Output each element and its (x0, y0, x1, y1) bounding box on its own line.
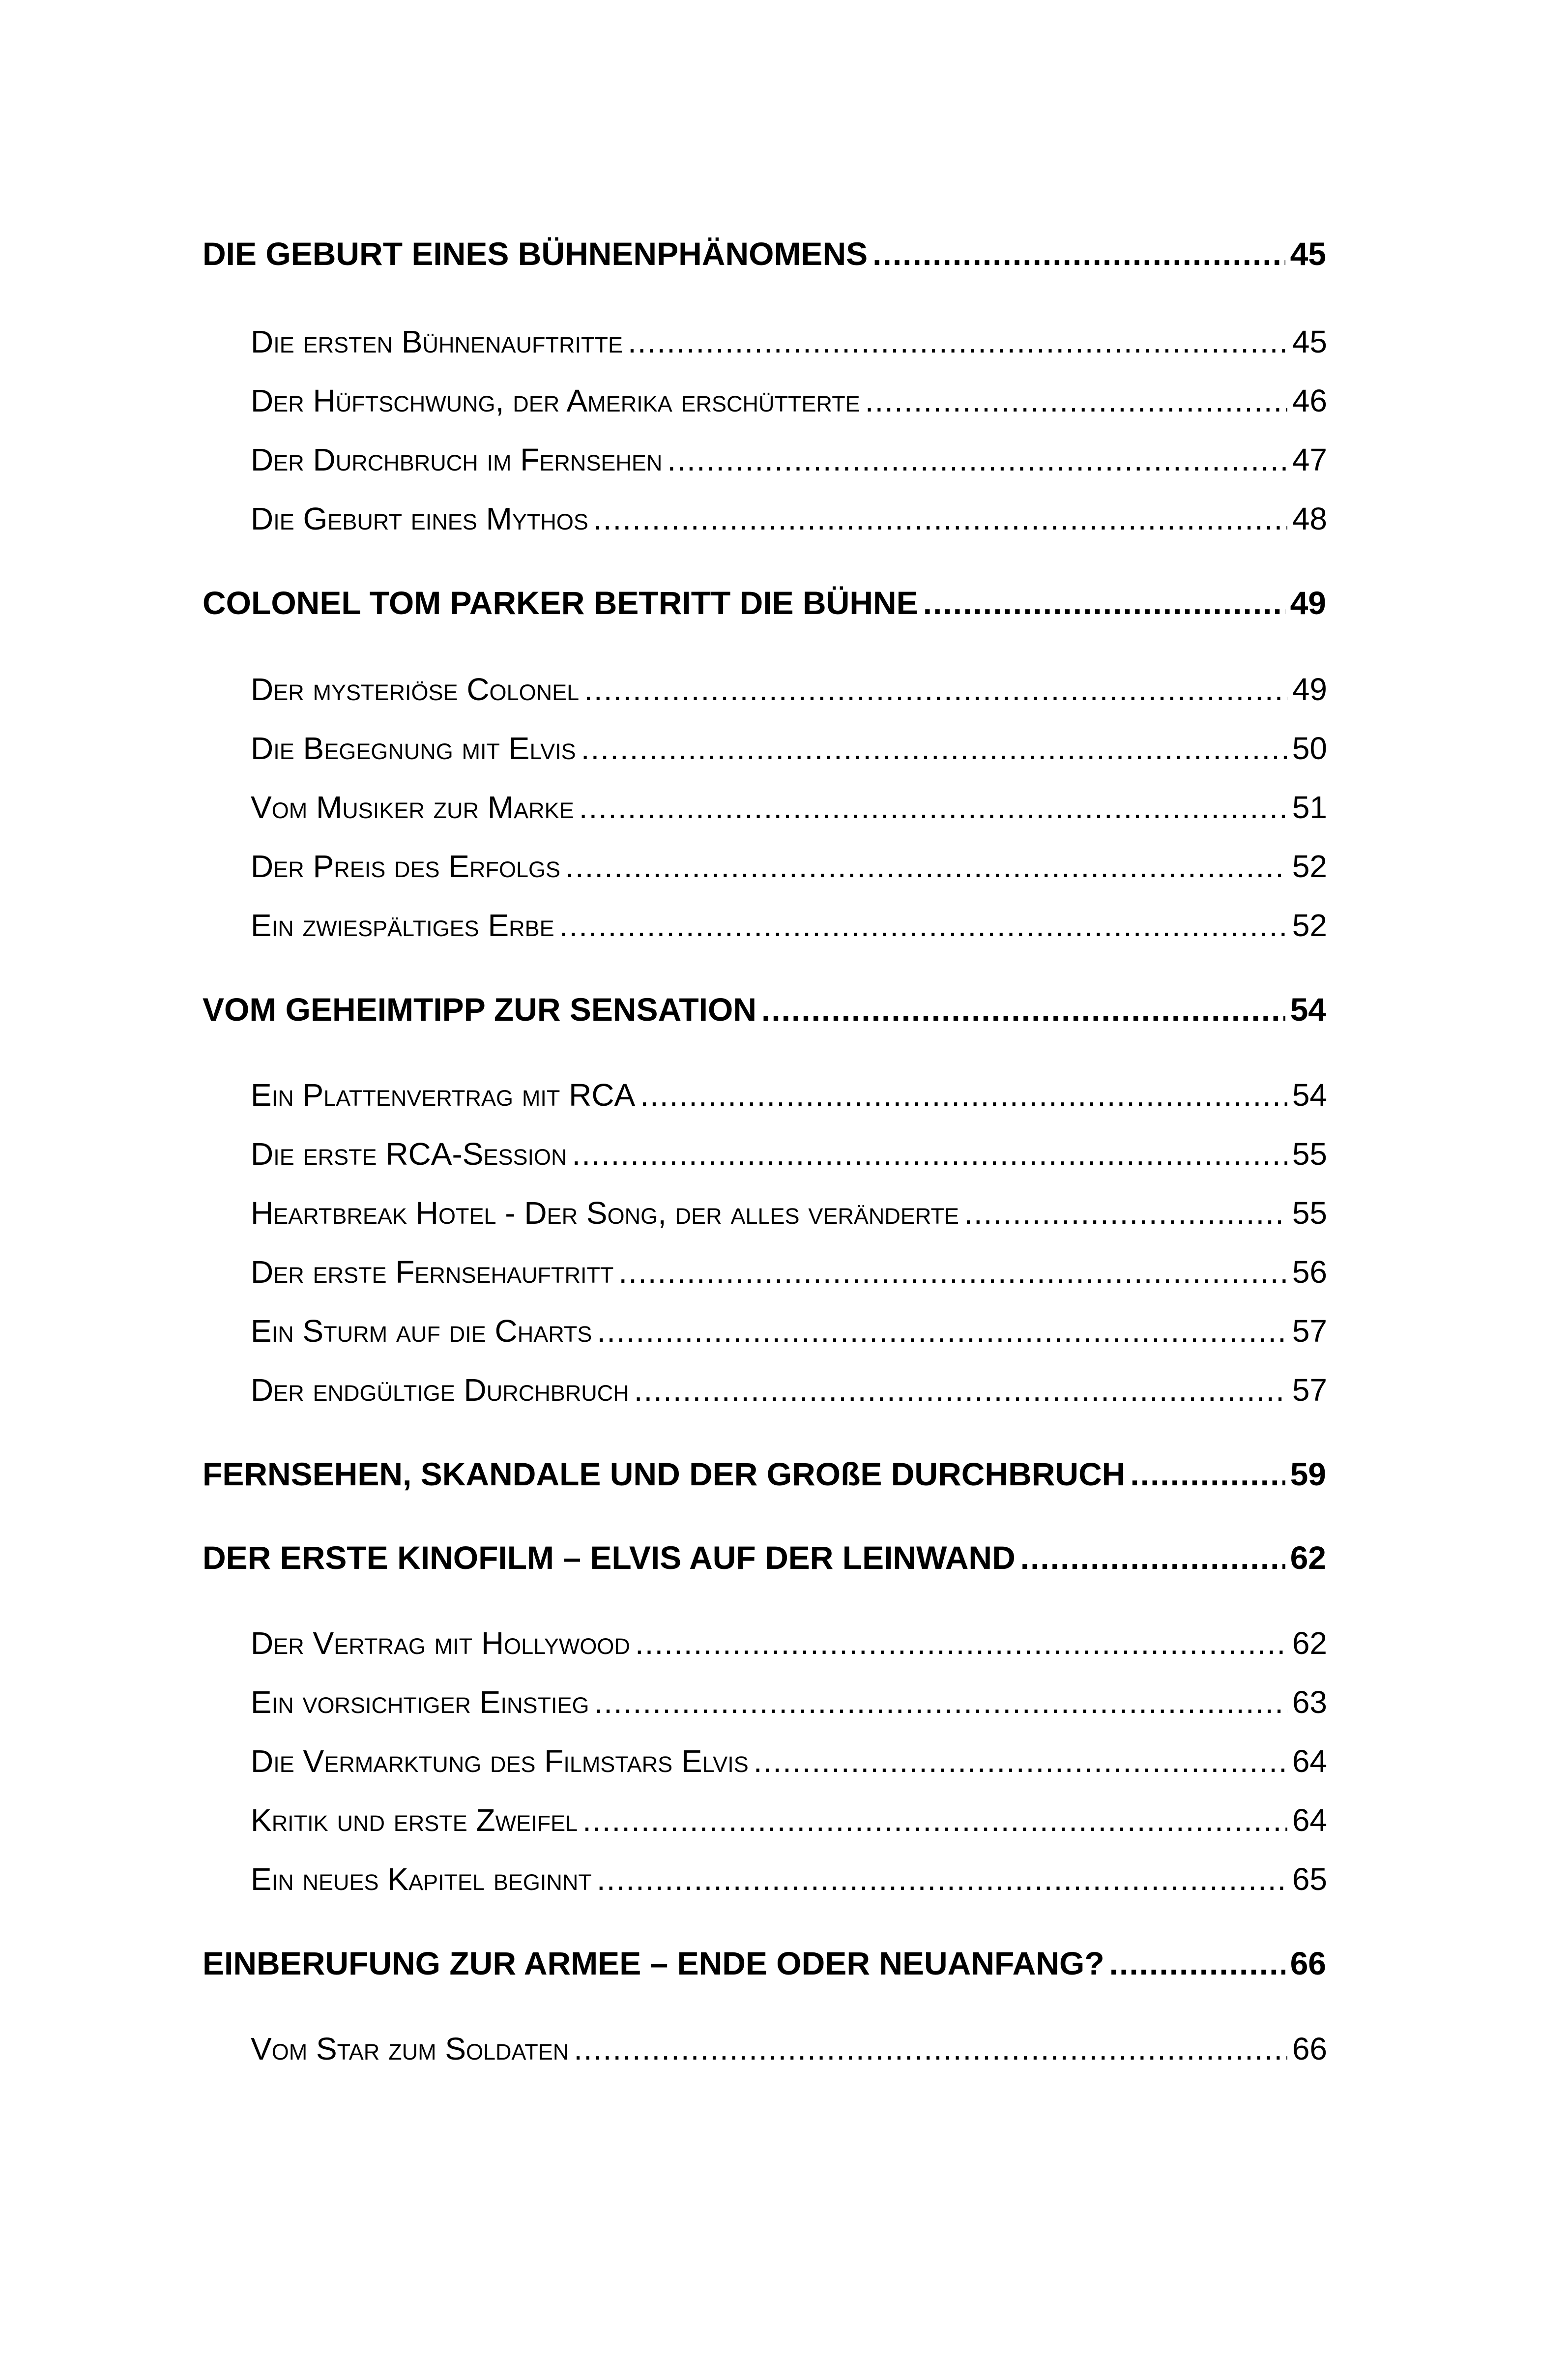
toc-chapter (0, 1539, 1568, 1576)
toc-title: COLONEL TOM PARKER BETRITT DIE BÜHNE (203, 585, 918, 621)
dot-leader (640, 1077, 1287, 1113)
toc-title: Ein vorsichtiger Einstieg (251, 1684, 589, 1720)
toc-subentry (0, 442, 1568, 478)
toc-title: DER ERSTE KINOFILM – ELVIS AUF DER LEINWAND (203, 1539, 1016, 1576)
toc-subentry (0, 1077, 1568, 1113)
toc-page-number: 57 (1292, 1372, 1327, 1408)
toc-title: Die ersten Bühnenauftritte (251, 324, 623, 359)
toc-title: Die Vermarktung des Filmstars Elvis (251, 1743, 749, 1779)
dot-leader (865, 383, 1287, 419)
toc-title: Die Geburt eines Mythos (251, 501, 588, 536)
dot-leader (761, 991, 1285, 1028)
toc-page-number: 63 (1292, 1684, 1327, 1720)
toc-page-number: 57 (1292, 1313, 1327, 1349)
toc-subentry (0, 1195, 1568, 1231)
toc-page-number: 55 (1292, 1136, 1327, 1172)
toc-page-number: 66 (1290, 1945, 1326, 1981)
toc-title: Die Begegnung mit Elvis (251, 731, 576, 766)
toc-title: Der mysteriöse Colonel (251, 672, 580, 707)
toc-page-number: 50 (1292, 731, 1327, 766)
toc-subentry (0, 1254, 1568, 1290)
toc-title: VOM GEHEIMTIPP ZUR SENSATION (203, 991, 756, 1028)
toc-chapter (0, 584, 1568, 621)
dot-leader (618, 1254, 1287, 1290)
toc-page-number: 62 (1292, 1625, 1327, 1661)
toc-title: Der Preis des Erfolgs (251, 849, 561, 884)
toc-page-number: 52 (1292, 849, 1327, 884)
toc-title: Der Hüftschwung, der Amerika erschütterte (251, 383, 860, 418)
dot-leader (559, 907, 1287, 944)
toc-subentry (0, 848, 1568, 885)
toc-subentry (0, 730, 1568, 767)
toc-title: EINBERUFUNG ZUR ARMEE – ENDE ODER NEUANFANG? (203, 1945, 1104, 1981)
toc-page-number: 48 (1292, 501, 1327, 536)
dot-leader (628, 324, 1287, 360)
dot-leader (584, 671, 1287, 708)
toc-subentry (0, 2031, 1568, 2067)
toc-page-number: 56 (1292, 1254, 1327, 1290)
toc-title: Vom Musiker zur Marke (251, 790, 574, 825)
toc-page-number: 52 (1292, 908, 1327, 943)
toc-page-number: 54 (1290, 991, 1326, 1028)
toc-chapter (0, 235, 1568, 272)
dot-leader (565, 848, 1287, 885)
toc-page-number: 64 (1292, 1743, 1327, 1779)
dot-leader (923, 584, 1285, 621)
dot-leader (1020, 1539, 1285, 1576)
toc-title: FERNSEHEN, SKANDALE UND DER GROßE DURCHBRUCH (203, 1456, 1126, 1492)
toc-chapter (0, 1455, 1568, 1493)
toc-chapter (0, 991, 1568, 1028)
toc-subentry (0, 1372, 1568, 1408)
toc-title: Ein neues Kapitel beginnt (251, 1861, 592, 1897)
toc-subentry (0, 1313, 1568, 1349)
toc-page-number: 64 (1292, 1802, 1327, 1838)
dot-leader (597, 1861, 1287, 1897)
toc-title: Vom Star zum Soldaten (251, 2031, 569, 2066)
dot-leader (872, 235, 1285, 272)
toc-subentry (0, 907, 1568, 944)
toc-page-number: 55 (1292, 1195, 1327, 1231)
dot-leader (1130, 1455, 1285, 1493)
toc-title: Der erste Fernsehauftritt (251, 1254, 614, 1290)
toc-subentry (0, 671, 1568, 708)
toc-page-number: 59 (1290, 1456, 1326, 1492)
dot-leader (594, 1684, 1287, 1720)
toc-subentry (0, 1136, 1568, 1172)
toc-subentry (0, 1684, 1568, 1720)
toc-page-number: 54 (1292, 1077, 1327, 1113)
toc-subentry (0, 1802, 1568, 1838)
dot-leader (964, 1195, 1287, 1231)
toc-title: Die erste RCA-Session (251, 1136, 567, 1172)
toc-title: Der endgültige Durchbruch (251, 1372, 629, 1408)
toc-title: Ein zwiespältiges Erbe (251, 908, 554, 943)
toc-page-number: 47 (1292, 442, 1327, 477)
toc-subentry (0, 501, 1568, 537)
toc-page-number: 66 (1292, 2031, 1327, 2066)
dot-leader (574, 2031, 1287, 2067)
dot-leader (593, 501, 1287, 537)
toc-page-number: 62 (1290, 1539, 1326, 1576)
toc-title: Der Vertrag mit Hollywood (251, 1625, 630, 1661)
toc-subentry (0, 1625, 1568, 1661)
dot-leader (581, 730, 1287, 767)
toc-page-number: 46 (1292, 383, 1327, 418)
toc-title: Ein Plattenvertrag mit RCA (251, 1077, 636, 1113)
dot-leader (634, 1372, 1287, 1408)
dot-leader (635, 1625, 1287, 1661)
toc-page-number: 49 (1292, 672, 1327, 707)
dot-leader (582, 1802, 1287, 1838)
toc-page-number: 51 (1292, 790, 1327, 825)
toc-chapter (0, 1945, 1568, 1982)
toc-page-number: 49 (1290, 585, 1326, 621)
toc-title: Ein Sturm auf die Charts (251, 1313, 592, 1349)
toc-subentry (0, 383, 1568, 419)
toc-subentry (0, 324, 1568, 360)
dot-leader (1109, 1945, 1285, 1982)
dot-leader (579, 789, 1287, 826)
toc-subentry (0, 1743, 1568, 1779)
dot-leader (597, 1313, 1287, 1349)
toc-title: DIE GEBURT EINES BÜHNENPHÄNOMENS (203, 236, 868, 272)
toc-title: Der Durchbruch im Fernsehen (251, 442, 663, 477)
toc-title: Heartbreak Hotel - Der Song, der alles veränderte (251, 1195, 959, 1231)
toc-title: Kritik und erste Zweifel (251, 1802, 578, 1838)
toc-page-number: 45 (1290, 236, 1326, 272)
toc-page-number: 65 (1292, 1861, 1327, 1897)
dot-leader (754, 1743, 1287, 1779)
dot-leader (572, 1136, 1287, 1172)
toc-page-number: 45 (1292, 324, 1327, 359)
dot-leader (667, 442, 1287, 478)
toc-subentry (0, 1861, 1568, 1897)
toc-subentry (0, 789, 1568, 826)
